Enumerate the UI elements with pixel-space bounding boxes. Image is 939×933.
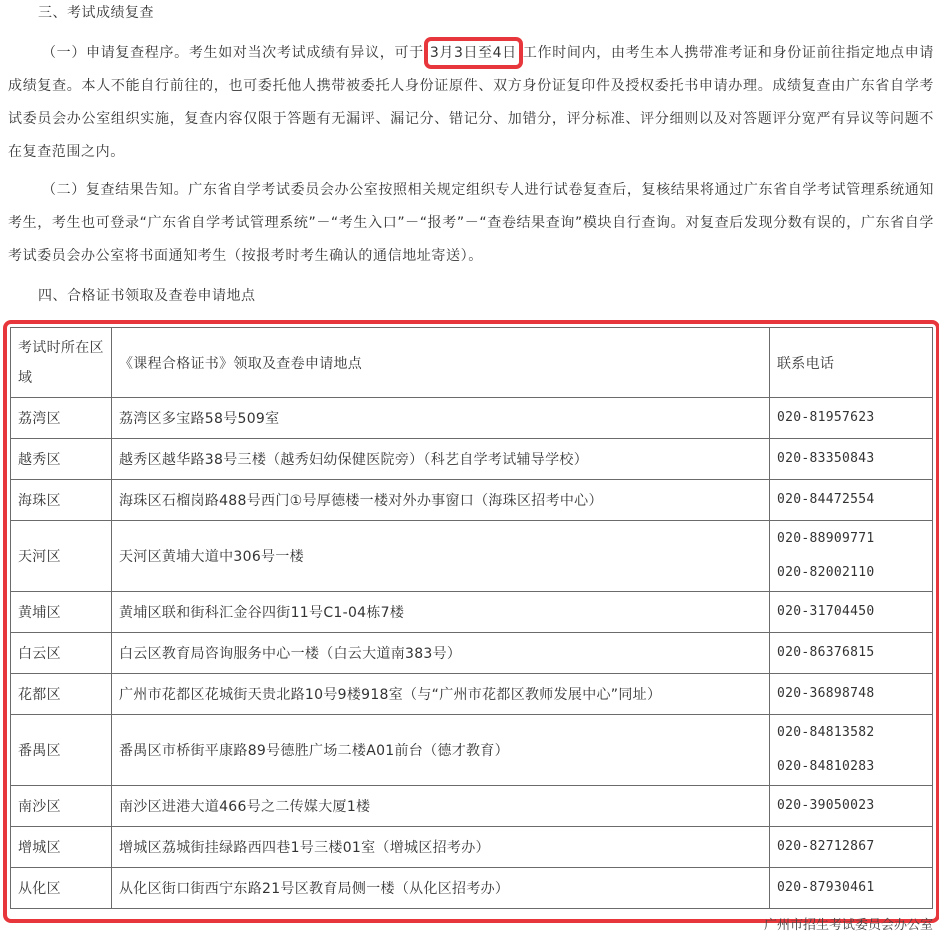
address-cell: 广州市花都区花城街天贵北路10号9楼918室（与“广州市花都区教师发展中心”同址） xyxy=(112,674,770,715)
table-row xyxy=(11,786,933,827)
table-row xyxy=(11,827,933,868)
address-cell: 增城区荔城街挂绿路西四巷1号三楼01室（增城区招考办） xyxy=(112,827,770,868)
phone-number: 020-84810283 xyxy=(777,759,875,774)
address-cell: 从化区街口街西宁东路21号区教育局侧一楼（从化区招考办） xyxy=(112,868,770,909)
footer-organization: 广州市招生考试委员会办公室 xyxy=(763,918,933,933)
address-cell: 南沙区进港大道466号之二传媒大厦1楼 xyxy=(112,786,770,827)
district-cell: 天河区 xyxy=(11,521,112,592)
district-cell: 从化区 xyxy=(11,868,112,909)
header-address: 《课程合格证书》领取及查卷申请地点 xyxy=(112,328,770,398)
district-cell: 黄埔区 xyxy=(11,592,112,633)
table-row xyxy=(11,674,933,715)
table-row xyxy=(11,439,933,480)
district-cell: 海珠区 xyxy=(11,480,112,521)
phone-cell xyxy=(770,592,933,633)
review-procedure-text-after: 工作时间内，由考生本人携带准考证和身份证前往指定地点申请成绩复查。本人不能自行前往的，也可委托他人携带被委托人身份证原件、双方身份证复印件及授权委托书申请办理。成绩复查由广东省自学考试委员会办公室组织实施，复查内容仅限于答题有无漏评、漏记分、错记分、加错分，评分标准、评分细则以及对答题评分宽严有异议等问题不在复查范围之内。 xyxy=(8,45,934,160)
phone-number: 020-84472554 xyxy=(777,492,875,507)
phone-number: 020-84813582 xyxy=(777,725,875,740)
header-district: 考试时所在区域 xyxy=(11,328,112,398)
district-cell: 番禺区 xyxy=(11,715,112,786)
phone-cell xyxy=(770,827,933,868)
table-row xyxy=(11,633,933,674)
phone-cell xyxy=(770,715,933,786)
address-cell: 越秀区越华路38号三楼（越秀妇幼保健医院旁）（科艺自学考试辅导学校） xyxy=(112,439,770,480)
address-cell: 白云区教育局咨询服务中心一楼（白云大道南383号） xyxy=(112,633,770,674)
phone-number: 020-82712867 xyxy=(777,839,875,854)
header-phone: 联系电话 xyxy=(770,328,933,398)
phone-cell xyxy=(770,674,933,715)
district-cell: 增城区 xyxy=(11,827,112,868)
phone-number: 020-88909771 xyxy=(777,531,875,546)
review-procedure-text-before: （一）申请复查程序。考生如对当次考试成绩有异议，可于 xyxy=(42,45,424,61)
table-row xyxy=(11,592,933,633)
table-row xyxy=(11,480,933,521)
address-cell: 黄埔区联和街科汇金谷四街11号C1-04栋7楼 xyxy=(112,592,770,633)
phone-cell xyxy=(770,398,933,439)
table-row xyxy=(11,868,933,909)
phone-cell xyxy=(770,439,933,480)
phone-number: 020-31704450 xyxy=(777,604,875,619)
certificate-location-table xyxy=(10,327,933,909)
district-cell: 花都区 xyxy=(11,674,112,715)
phone-number: 020-82002110 xyxy=(777,565,875,580)
district-cell: 越秀区 xyxy=(11,439,112,480)
phone-number: 020-36898748 xyxy=(777,686,875,701)
section4-heading: 四、合格证书领取及查卷申请地点 xyxy=(38,288,256,304)
phone-number: 020-83350843 xyxy=(777,451,875,466)
phone-number: 020-81957623 xyxy=(777,410,875,425)
phone-cell xyxy=(770,480,933,521)
table-header-row xyxy=(11,328,933,398)
address-cell: 海珠区石榴岗路488号西门①号厚德楼一楼对外办事窗口（海珠区招考中心） xyxy=(112,480,770,521)
phone-cell xyxy=(770,521,933,592)
address-cell: 荔湾区多宝路58号509室 xyxy=(112,398,770,439)
review-date-highlight: 3月3日至4日 xyxy=(424,37,523,69)
table-row xyxy=(11,398,933,439)
phone-number: 020-39050023 xyxy=(777,798,875,813)
review-procedure-paragraph xyxy=(8,37,934,169)
district-cell: 白云区 xyxy=(11,633,112,674)
phone-cell xyxy=(770,786,933,827)
district-cell: 荔湾区 xyxy=(11,398,112,439)
address-cell: 番禺区市桥街平康路89号德胜广场二楼A01前台（德才教育） xyxy=(112,715,770,786)
phone-number: 020-87930461 xyxy=(777,880,875,895)
review-result-paragraph: （二）复查结果告知。广东省自学考试委员会办公室按照相关规定组织专人进行试卷复查后，复核结果将通过广东省自学考试管理系统通知考生，考生也可登录“广东省自学考试管理系统”－“考生入口”－“报考”－“查卷结果查询”模块自行查询。对复查后发现分数有误的，广东省自学考试委员会办公室将书面通知考生（按报考时考生确认的通信地址寄送）。 xyxy=(8,182,934,264)
table-row xyxy=(11,521,933,592)
phone-cell xyxy=(770,633,933,674)
table-row xyxy=(11,715,933,786)
address-cell: 天河区黄埔大道中306号一楼 xyxy=(112,521,770,592)
district-cell: 南沙区 xyxy=(11,786,112,827)
phone-cell xyxy=(770,868,933,909)
section3-heading: 三、考试成绩复查 xyxy=(38,5,154,21)
phone-number: 020-86376815 xyxy=(777,645,875,660)
